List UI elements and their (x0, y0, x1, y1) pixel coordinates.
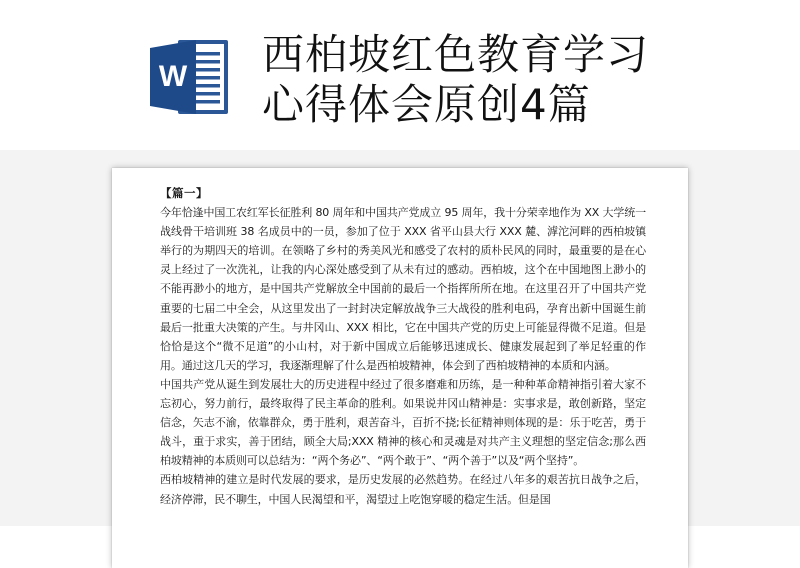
word-document-icon (148, 36, 230, 118)
paragraph-3: 西柏坡精神的建立是时代发展的要求，是历史发展的必然趋势。在经过八年多的艰苦抗日战争之后，经济停滞，民不聊生，中国人民渴望和平，渴望过上吃饱穿暖的稳定生活。但是国 (160, 473, 646, 506)
paragraph-1: 今年恰逢中国工农红军长征胜利 80 周年和中国共产党成立 95 周年，我十分荣幸地作为 XX 大学统一战线骨干培训班 38 名成员中的一员，参加了位于 XXX 省平山县大行 XXX 麓、滹沱河畔的西柏坡镇举行的为期四天的培训。在领略了乡村的秀美风光和感受了农村的质朴民风的同时，最重要的是在心灵上经过了一次洗礼，让我的内心深处感受到了从未有过的感动。西柏坡，这个在中国地图上渺小的不能再渺小的地方，是中国共产党解放全中国前的最后一个指挥所所在地。在这里召开了中国共产党重要的七届二中全会，从这里发出了一封封决定解放战争三大战役的胜利电码，孕育出新中国诞生前最后一批重大决策的产生。与井冈山、XXX 相比，它在中国共产党的历史上可能显得微不足道。但是恰恰是这个“微不足道”的小山村，对于新中国成立后能够迅速成长、健康发展起到了举足轻重的作用。通过这几天的学习，我逐渐理解了什么是西柏坡精神，体会到了西柏坡精神的本质和内涵。 (160, 206, 646, 372)
section-heading: 【篇一】 (160, 186, 208, 200)
paragraph-2: 中国共产党从诞生到发展壮大的历史进程中经过了很多磨难和历练，是一种种革命精神指引着大家不忘初心，努力前行，最终取得了民主革命的胜利。如果说井冈山精神是：实事求是，敢创新路，坚定信念，矢志不渝，依靠群众，勇于胜利，艰苦奋斗，百折不挠;长征精神则体现的是：乐于吃苦，勇于战斗，重于求实，善于团结，顾全大局;XXX 精神的核心和灵魂是对共产主义理想的坚定信念;那么西柏坡精神的本质则可以总结为：“两个务必”、“两个敢于”、“两个善于”以及“两个坚持”。 (160, 377, 646, 468)
document-body (160, 184, 646, 509)
page-title (262, 30, 782, 130)
word-icon-letter: W (158, 60, 188, 93)
title-line-2: 心得体会原创4篇 (262, 80, 591, 129)
header-banner (0, 0, 800, 150)
document-page (112, 168, 688, 568)
title-line-1: 西柏坡红色教育学习 (262, 30, 650, 79)
